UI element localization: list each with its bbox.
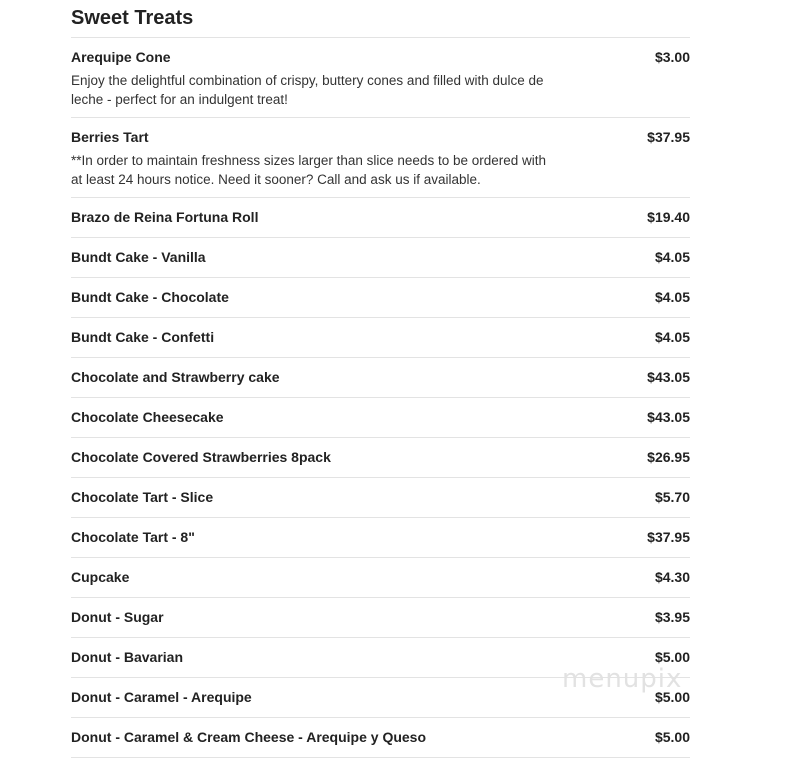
item-price: $3.00 — [654, 49, 690, 65]
menu-item — [71, 558, 690, 598]
item-name: Chocolate Covered Strawberries 8pack — [71, 449, 331, 465]
menu-item — [71, 38, 690, 118]
item-name: Bundt Cake - Confetti — [71, 329, 215, 345]
menu-item — [71, 718, 690, 758]
section-title: Sweet Treats — [71, 7, 194, 29]
item-description: **In order to maintain freshness sizes larger than slice needs to be ordered with at least 24 hours notice. Need it sooner? Call and ask us if available. — [71, 153, 547, 187]
item-name: Chocolate Cheesecake — [71, 409, 224, 425]
menu-section — [71, 0, 690, 758]
menu-item — [71, 518, 690, 558]
menu-item-list — [71, 37, 690, 758]
watermark: menupix — [562, 664, 683, 694]
menu-item — [71, 238, 690, 278]
item-name: Chocolate Tart - 8" — [71, 529, 195, 545]
menu-item — [71, 478, 690, 518]
menu-item — [71, 358, 690, 398]
item-price: $26.95 — [647, 449, 690, 465]
item-price: $4.05 — [654, 329, 690, 345]
item-price: $43.05 — [647, 409, 690, 425]
item-name: Chocolate and Strawberry cake — [71, 369, 280, 385]
item-name: Berries Tart — [71, 129, 149, 145]
menu-item — [71, 278, 690, 318]
item-price: $4.05 — [654, 289, 690, 305]
item-price: $37.95 — [647, 529, 690, 545]
item-price: $5.00 — [654, 689, 690, 705]
item-name: Chocolate Tart - Slice — [71, 489, 214, 505]
item-price: $5.70 — [654, 489, 690, 505]
menu-item — [71, 438, 690, 478]
item-price: $5.00 — [654, 649, 690, 665]
menu-item — [71, 318, 690, 358]
item-price: $5.00 — [654, 729, 690, 745]
item-name: Brazo de Reina Fortuna Roll — [71, 209, 259, 225]
item-price: $4.30 — [654, 569, 690, 585]
item-name: Cupcake — [71, 569, 130, 585]
item-name: Donut - Caramel - Arequipe — [71, 689, 252, 705]
item-price: $3.95 — [654, 609, 690, 625]
menu-item — [71, 198, 690, 238]
item-name: Donut - Sugar — [71, 609, 164, 625]
item-price: $37.95 — [647, 129, 690, 145]
menu-item — [71, 118, 690, 198]
item-name: Bundt Cake - Chocolate — [71, 289, 229, 305]
item-price: $4.05 — [654, 249, 690, 265]
menu-item — [71, 598, 690, 638]
item-price: $43.05 — [647, 369, 690, 385]
item-name: Donut - Bavarian — [71, 649, 184, 665]
item-name: Arequipe Cone — [71, 49, 171, 65]
item-name: Donut - Caramel & Cream Cheese - Arequipe y Queso — [71, 729, 427, 745]
item-name: Bundt Cake - Vanilla — [71, 249, 206, 265]
item-price: $19.40 — [647, 209, 690, 225]
item-description: Enjoy the delightful combination of crispy, buttery cones and filled with dulce de leche - perfect for an indulgent treat! — [71, 73, 544, 107]
menu-item — [71, 398, 690, 438]
